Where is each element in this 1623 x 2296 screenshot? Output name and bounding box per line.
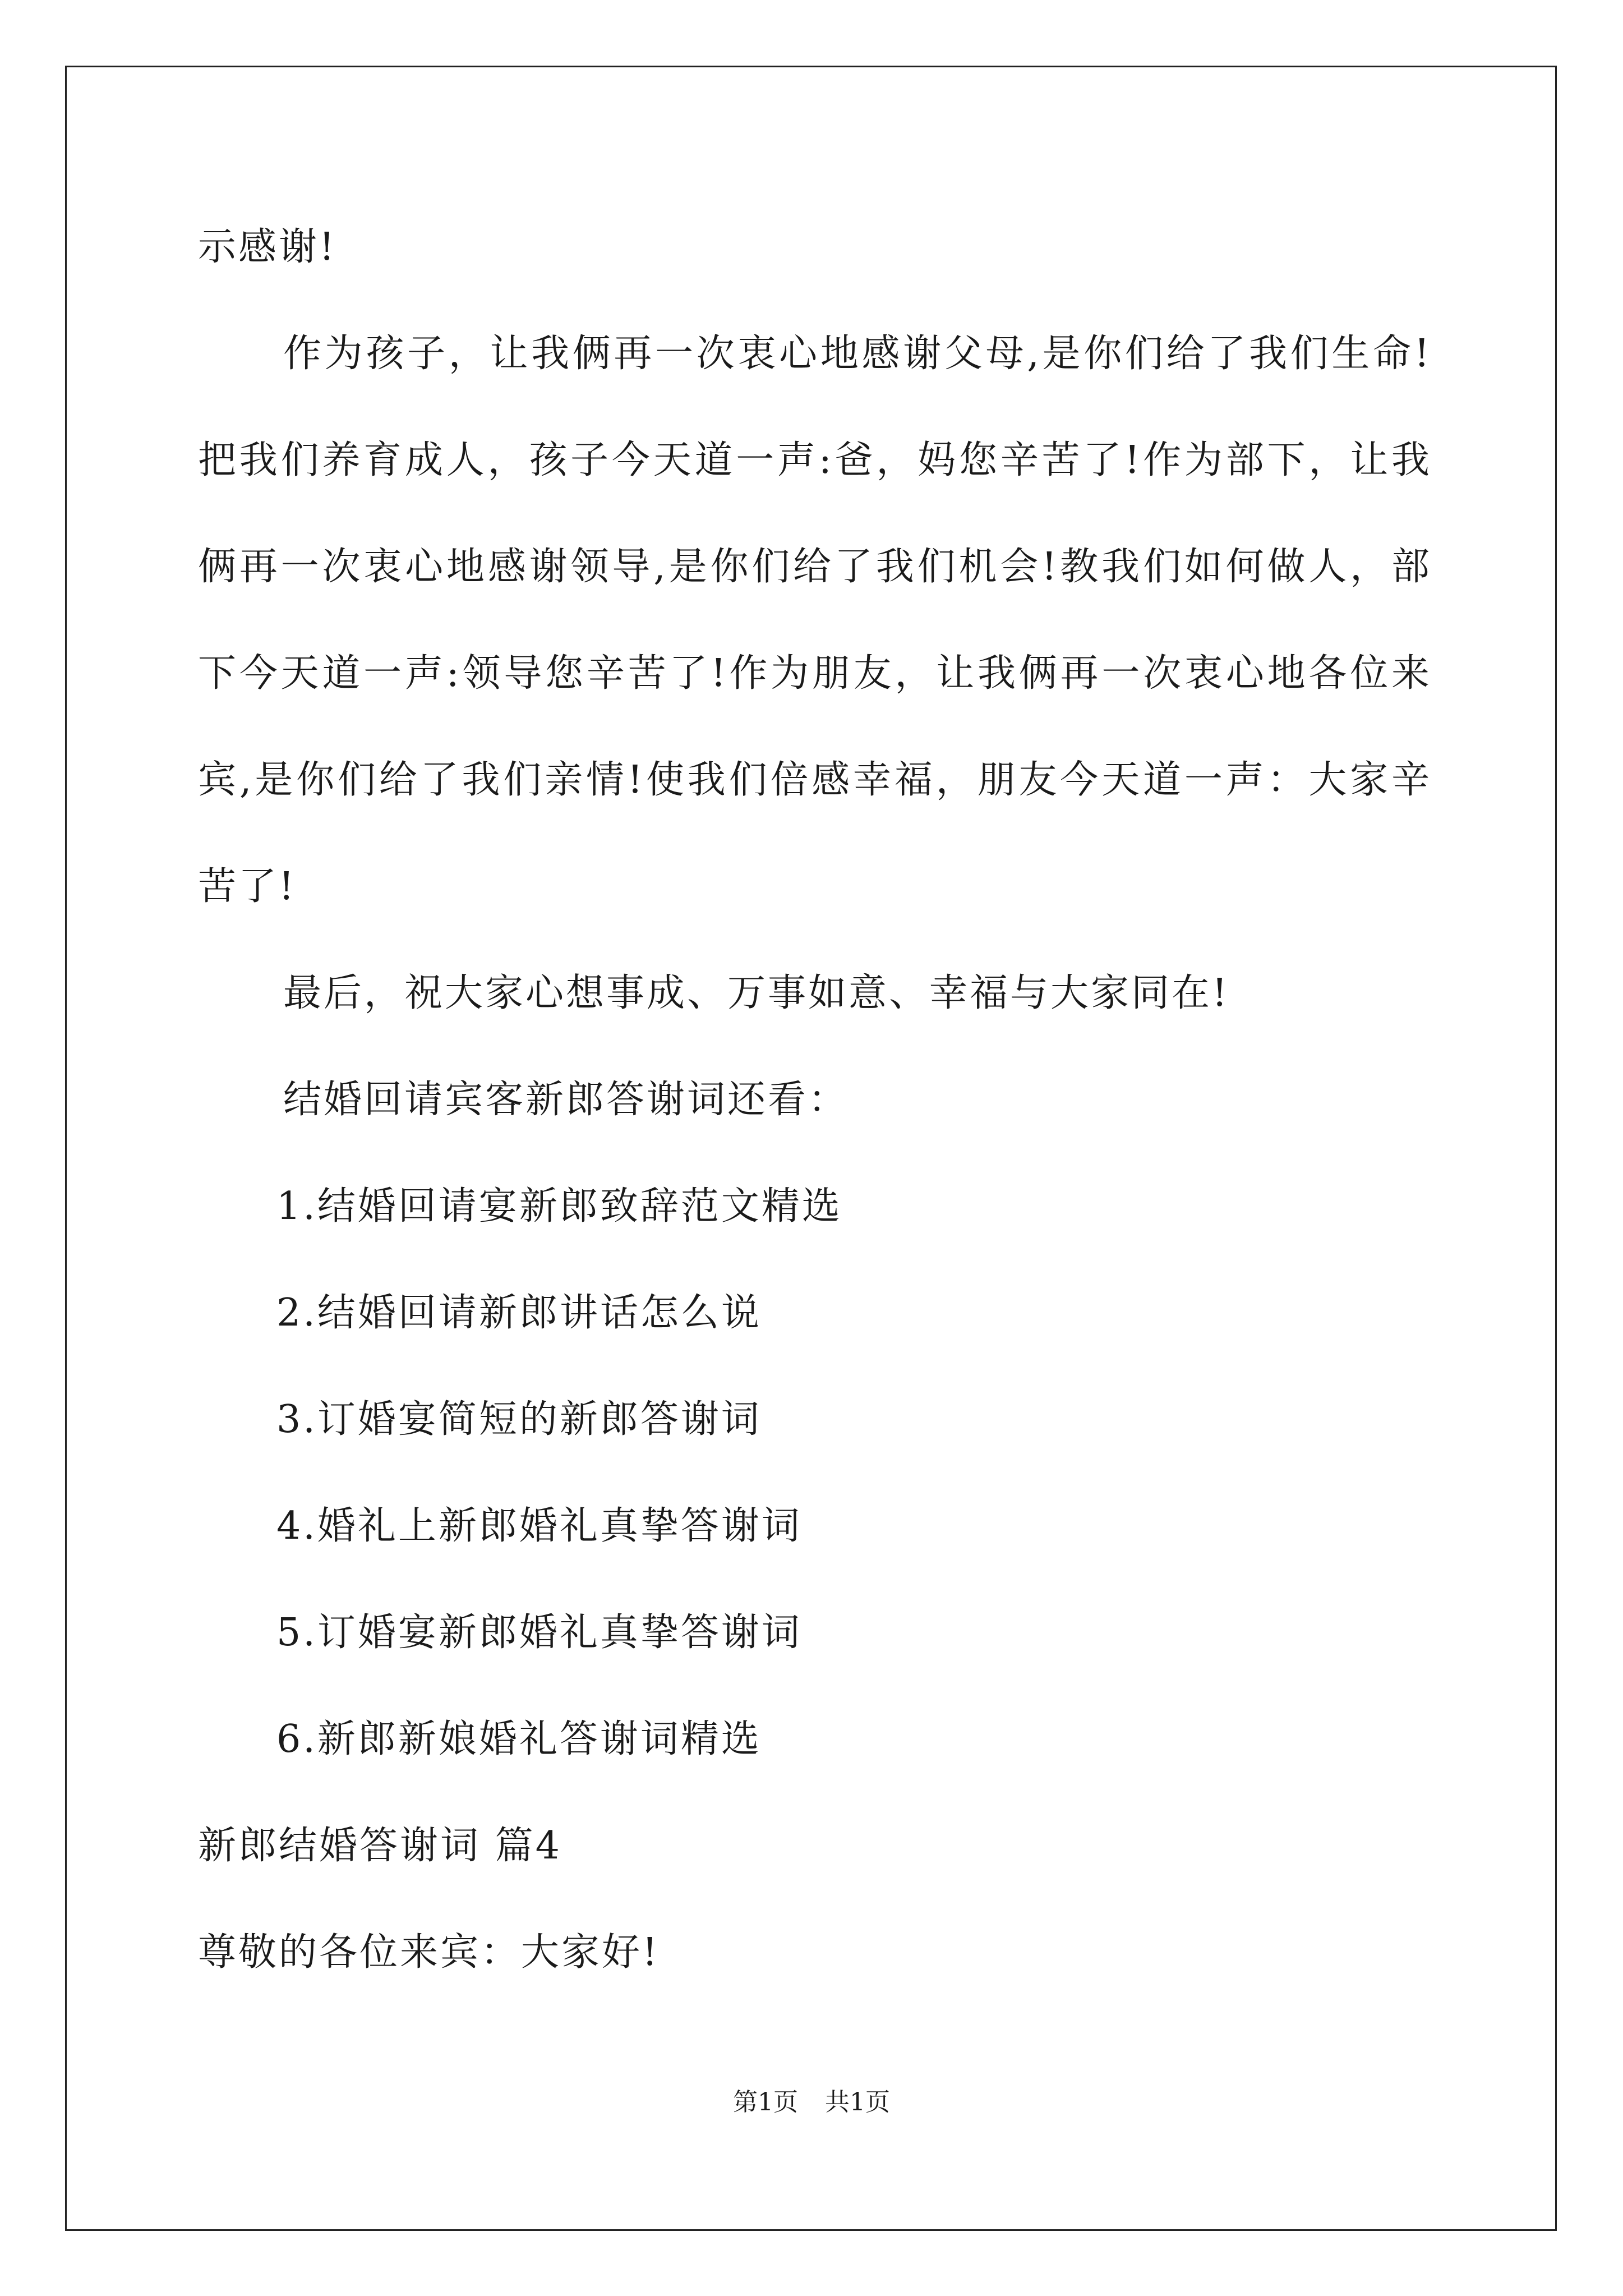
related-link-1[interactable]: 1.结婚回请宴新郎致辞范文精选 bbox=[276, 1184, 842, 1228]
related-intro: 结婚回请宾客新郎答谢词还看： bbox=[283, 1078, 849, 1122]
related-link-3[interactable]: 3.订婚宴简短的新郎答谢词 bbox=[276, 1397, 762, 1442]
document-body bbox=[198, 194, 1432, 2006]
related-link-6[interactable]: 6.新郎新娘婚礼答谢词精选 bbox=[276, 1717, 762, 1761]
related-link-5[interactable]: 5.订婚宴新郎婚礼真挚答谢词 bbox=[276, 1611, 802, 1655]
page-number: 第1页 bbox=[733, 2088, 798, 2116]
greeting-line: 尊敬的各位来宾：大家好! bbox=[198, 1930, 660, 1975]
related-link-4[interactable]: 4.婚礼上新郎婚礼真挚答谢词 bbox=[276, 1504, 802, 1548]
continuation-line: 示感谢! bbox=[198, 225, 337, 269]
wishes-paragraph: 最后，祝大家心想事成、万事如意、幸福与大家同在! bbox=[283, 971, 1230, 1015]
page-total: 共1页 bbox=[825, 2088, 890, 2116]
thanks-paragraph: 作为孩子，让我俩再一次衷心地感谢父母,是你们给了我们生命!把我们养育成人，孩子今天道一声:爸，妈您辛苦了!作为部下，让我俩再一次衷心地感谢领导,是你们给了我们机会!教我们如何做人，部下今天道一声:领导您辛苦了!作为朋友，让我俩再一次衷心地各位来宾,是你们给了我们亲情!使我们倍感幸福，朋友今天道一声：大家辛苦了! bbox=[198, 332, 1432, 909]
page-footer bbox=[0, 2086, 1623, 2119]
related-link-2[interactable]: 2.结婚回请新郎讲话怎么说 bbox=[276, 1291, 762, 1335]
section-heading: 新郎结婚答谢词 篇4 bbox=[198, 1824, 562, 1868]
